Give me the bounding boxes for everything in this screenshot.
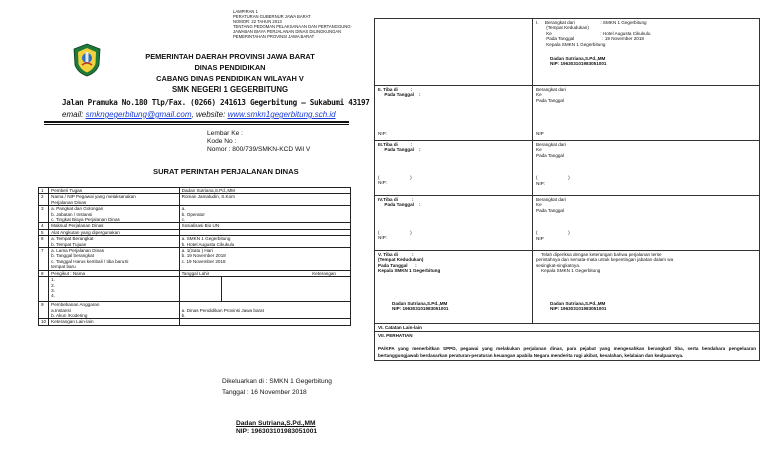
row-label: Maksud Perjalanan Dinas — [49, 223, 180, 229]
section-3-right-signature: ( ) NIP: — [536, 175, 570, 186]
kop-school-name: SMK NEGERI 1 GEGERBITUNG — [171, 85, 289, 94]
row-label: Pemberi Tugas — [49, 188, 180, 194]
row-label: Nama / NIP Pegawai yang melaksanakan Perjalanan Dinas — [49, 194, 180, 206]
lampiran-line: PERATURAN GUBERNUR JAWA BARAT — [233, 14, 311, 19]
row-value: a. Dinas Pendidikan Provinsi Jawa barat b. — [179, 302, 350, 319]
row-no: 1 — [39, 188, 49, 194]
section-4-right-signature: ( ) NIP — [536, 230, 570, 241]
section-2-left — [375, 86, 533, 141]
section-3-left-signature: ( ) NIP: — [378, 174, 412, 186]
section-5-right — [533, 251, 760, 324]
perhatian-heading: VII. PERHATIAN — [378, 333, 413, 339]
kop-line-1: PEMERINTAH DAERAH PROVINSI JAWA BARAT — [145, 52, 315, 61]
section-4-left-signature: ( ) NIP: — [378, 229, 412, 241]
section-4-left — [375, 196, 533, 251]
row-value — [179, 319, 350, 325]
email-link[interactable]: smkngegerbitung@gmail.com — [85, 110, 192, 119]
section-3-left — [375, 141, 533, 196]
table-row — [39, 319, 351, 325]
section-5-right-signature: Dadan Sutriana,S.Pd.,MM NIP: 196303101983051001 — [550, 300, 607, 312]
signatory-block — [236, 420, 317, 436]
row-no: 5 — [39, 229, 49, 235]
website-label: , website: — [191, 110, 226, 119]
table-row — [39, 194, 351, 206]
table-row — [375, 251, 760, 324]
section-2-left-text: II. Tiba di : Pada Tanggal : — [378, 87, 421, 98]
letter-meta — [207, 130, 310, 154]
issued-date: Tanggal : 16 November 2018 — [222, 389, 307, 396]
signatory-nip: NIP: 196303101983051001 — [236, 428, 318, 435]
table-row — [375, 332, 760, 360]
section-5-left-signature: Dadan Sutriana,S.Pd.,MM NIP: 196303101983051001 — [392, 300, 449, 312]
kode-no: Kode No : — [207, 138, 237, 145]
jawa-barat-emblem-icon — [72, 43, 102, 77]
lampiran-line: JAWABAN BIAYA PERJALANAN DINAS DILINGKUNGAN — [233, 29, 342, 34]
table-row — [39, 302, 351, 319]
kop-contact — [62, 110, 336, 119]
table-row — [39, 236, 351, 248]
section-2-right-text: Berangkat dari Ke Pada Tanggal — [536, 87, 566, 103]
kop-line-3: CABANG DINAS PENDIDIKAN WILAYAH V — [156, 74, 304, 83]
table-row — [39, 206, 351, 223]
section-1-text: I. Berangkat dari : SMKN 1 Gegerbitung (Tempat Kedudukan) Ke : Hotel Augusta Cikukulu Pada Tanggal : 19 November 2018 Kepala SMKN 1 Gegerbitung — [536, 20, 651, 47]
section-2-right-nip: NIP — [536, 131, 544, 137]
row-no: 7 — [39, 248, 49, 271]
perhatian-text: PA/KPA yang menerbitkan SPPD, pegawai yang melakukan perjalanan dinas, para pejabat yang mengesahkan berangkat/ tiba, serta bendahara pengeluaran bertanggungjawab berdasarkan peraturan-peraturan keuangan apabila Negara menderita rugi akibat, kesalahan, kelalaian dan kealpaannya. — [378, 345, 756, 358]
kop-divider-thin — [44, 124, 349, 125]
website-link[interactable]: www.smkn1gegerbitung.sch.id — [227, 110, 336, 119]
row-value: Sosialisasi Bio UN — [179, 223, 350, 229]
lampiran-line: PEMERINTAHAN PROVINSI JAWA BARAT — [233, 34, 315, 39]
row-value: Dadan Sutriana,S.Pd.,MM — [179, 188, 350, 194]
row-value: a. b. Operator c. — [179, 206, 350, 223]
row-label: Keterangan Lain-lain — [49, 319, 180, 325]
section-4-left-text: IV.Tiba di : Pada Tanggal : — [378, 197, 421, 208]
row-label: a. Lama Perjalanan Dinas b. Tanggal berangkat c. Tanggal Harus kembali / tiba baruSi tempat baru — [49, 248, 180, 271]
kop-line-2: DINAS PENDIDIKAN — [194, 63, 266, 72]
sppd-form-table — [38, 187, 351, 326]
issued-place: Dikeluarkan di : SMKN 1 Gegerbitung — [222, 378, 332, 385]
row-no: 3 — [39, 206, 49, 223]
table-row — [375, 141, 760, 196]
section-2-right — [533, 86, 760, 141]
section-3-right-text: Berangkat dari Ke Pada Tanggal — [536, 142, 566, 158]
section-4-right — [533, 196, 760, 251]
row-value: a. 1(Satu ) Hari b. 19 November 2018 c. 19 November 2018 — [179, 248, 350, 271]
row-no: 10 — [39, 319, 49, 325]
row-value: a. SMKN 1 Gegerbitung b. Hotel Augusta Cikukulu — [179, 236, 350, 248]
table-row — [375, 324, 760, 332]
issued-block — [222, 378, 332, 397]
lampiran-line: LAMPIRAN 1 — [233, 9, 258, 14]
row-value: Roman Jamaludin, S.Kom — [179, 194, 350, 206]
kop-address: Jalan Pramuka No.180 Tlp/Fax. (0266) 241613 Gegerbitung – Sukabumi 43197 — [62, 98, 370, 107]
lampiran-line: NOMOR: 22 TAHUN 2013 — [233, 19, 282, 24]
lampiran-block — [233, 9, 352, 39]
row-label: a. Pangkat dan Golongan b. Jabatan / Instansi c. Tingkat Biaya Perjalanan Dinas — [49, 206, 180, 223]
lembar-ke: Lembar Ke : — [207, 130, 243, 137]
catatan-lain-lain: VI. Catatan Lain-lain — [375, 324, 760, 332]
pengikut-list: 1. 2. 3. 4. — [49, 277, 180, 302]
row-label: Pengikut : Nama — [49, 270, 180, 276]
section-5-left — [375, 251, 533, 324]
section-5-right-text: Telah diperiksa dengan keterangan bahwa perjalanan terse perintahnya dan semata-mata untuk kepentingan jabatan dalam wa sesingkat-singkatnya. Kepala SMKN 1 Gegerbitung — [536, 252, 674, 274]
table-row — [39, 248, 351, 271]
kop-divider-thick — [44, 121, 349, 123]
row-no: 2 — [39, 194, 49, 206]
email-label: email: — [62, 110, 84, 119]
table-row — [375, 196, 760, 251]
section-3-left-text: III.Tiba di : Pada Tanggal : — [378, 142, 421, 153]
lampiran-line: TENTANG PEDOMAN PELAKSANAAN DAN PERTANGGUNG- — [233, 24, 352, 29]
section-2-left-nip: NIP: — [378, 130, 387, 136]
keterangan-header: Keterangan — [312, 270, 336, 276]
row-no: 9 — [39, 302, 49, 319]
sppd-back-table — [374, 18, 760, 361]
section-1-signature: Dadan Sutriana,S.Pd.,MM NIP: 196303101983051001 — [550, 56, 607, 67]
table-row — [39, 277, 351, 302]
section-3-right — [533, 141, 760, 196]
row-label: Alat Angkutan yang dipergunakan — [49, 229, 180, 235]
tanggal-lahir-header: Tanggal Lahir — [181, 270, 210, 276]
section-5-left-text: V. Tiba di : (Tempat Kedudukan) Pada Tanggal : Kepala SMKN 1 Gegerbitung — [378, 252, 441, 274]
row-label: Pembebanan Anggaran a.Instansi b. Akun /Kodering — [49, 302, 180, 319]
row-label: a. Tempat Berangkat b. Tempat Tujuan — [49, 236, 180, 248]
nomor-surat: Nomor : 800/739/SMKN-KCD Wil V — [207, 146, 311, 153]
table-row — [375, 86, 760, 141]
section-4-right-text: Berangkat dari Ke Pada Tanggal — [536, 197, 566, 213]
row-no: 6 — [39, 236, 49, 248]
table-row — [375, 19, 760, 86]
document-title: SURAT PERINTAH PERJALANAN DINAS — [153, 167, 299, 176]
perhatian-cell — [375, 332, 760, 360]
row-no: 4 — [39, 223, 49, 229]
letterhead — [110, 51, 350, 95]
row-no: 8 — [39, 270, 49, 276]
signatory-name: Dadan Sutriana,S.Pd.,MM — [236, 420, 316, 427]
section-1-cell — [533, 19, 760, 86]
